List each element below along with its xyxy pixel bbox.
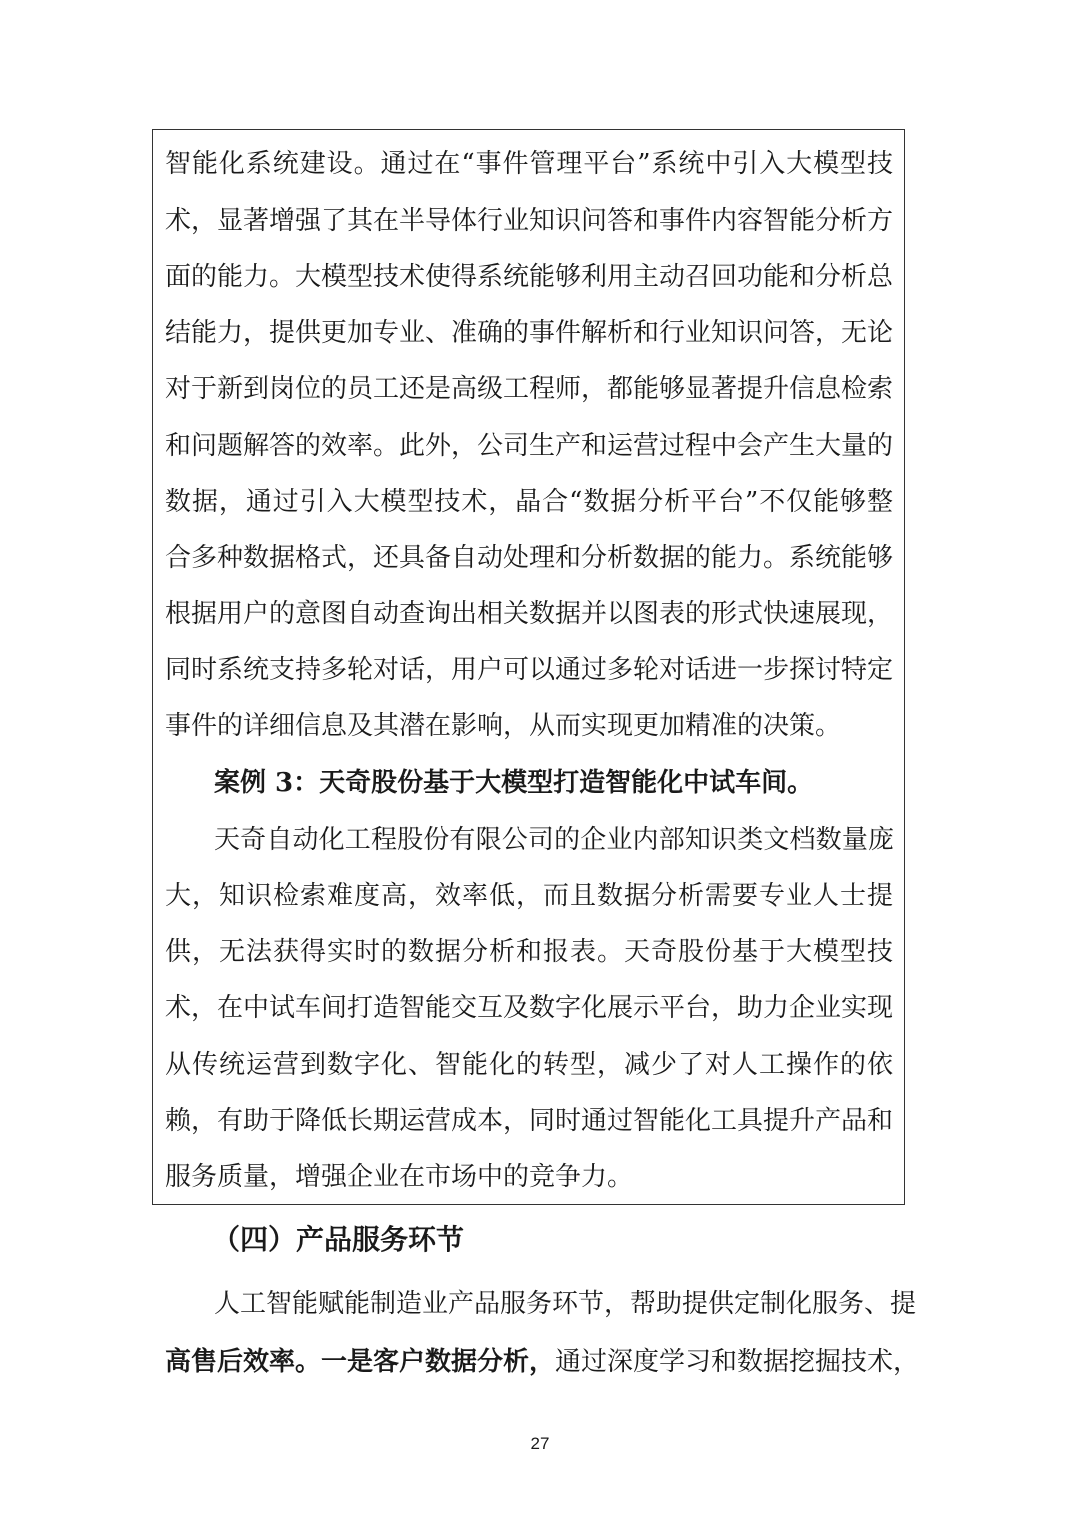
case-text-line: 供，无法获得实时的数据分析和报表。天奇股份基于大模型技	[165, 937, 893, 967]
box-text-line: 合多种数据格式，还具备自动处理和分析数据的能力。系统能够	[165, 543, 894, 573]
box-text-line: 事件的详细信息及其潜在影响，从而实现更加精准的决策。	[165, 711, 842, 741]
body-text-line	[165, 1345, 920, 1379]
box-text-line: 根据用户的意图自动查询出相关数据并以图表的形式快速展现，	[165, 599, 894, 629]
box-text-line: 面的能力。大模型技术使得系统能够利用主动召回功能和分析总	[165, 262, 894, 292]
body-text-line: 人工智能赋能制造业产品服务环节，帮助提供定制化服务、提	[214, 1289, 917, 1319]
box-text-line: 智能化系统建设。通过在“事件管理平台”系统中引入大模型技	[165, 149, 893, 179]
box-text-line: 和问题解答的效率。此外，公司生产和运营过程中会产生大量的	[165, 431, 894, 461]
page-number: 27	[530, 1434, 550, 1453]
box-text-line: 数据，通过引入大模型技术，晶合“数据分析平台”不仅能够整	[165, 487, 893, 517]
box-text-line: 对于新到岗位的员工还是高级工程师，都能够显著提升信息检索	[165, 374, 894, 404]
box-text-line: 同时系统支持多轮对话，用户可以通过多轮对话进一步探讨特定	[165, 655, 894, 685]
box-text-line: 结能力，提供更加专业、准确的事件解析和行业知识问答，无论	[165, 318, 894, 348]
case-title: 案例 3：天奇股份基于大模型打造智能化中试车间。	[214, 768, 814, 798]
body-text-rest: 通过深度学习和数据挖掘技术，	[555, 1347, 920, 1377]
case-text-line: 大，知识检索难度高，效率低，而且数据分析需要专业人士提	[165, 881, 893, 911]
section-heading: （四）产品服务环节	[212, 1223, 465, 1256]
body-bold-lead: 高售后效率。一是客户数据分析，	[165, 1347, 556, 1377]
case-text-line: 术，在中试车间打造智能交互及数字化展示平台，助力企业实现	[165, 993, 894, 1023]
case-text-line: 赖，有助于降低长期运营成本，同时通过智能化工具提升产品和	[165, 1106, 894, 1136]
case-text-line: 天奇自动化工程股份有限公司的企业内部知识类文档数量庞	[214, 825, 894, 855]
case-text-line: 从传统运营到数字化、智能化的转型，减少了对人工操作的依	[165, 1050, 893, 1080]
case-text-line: 服务质量，增强企业在市场中的竞争力。	[165, 1162, 634, 1192]
box-text-line: 术，显著增强了其在半导体行业知识问答和事件内容智能分析方	[165, 206, 894, 236]
